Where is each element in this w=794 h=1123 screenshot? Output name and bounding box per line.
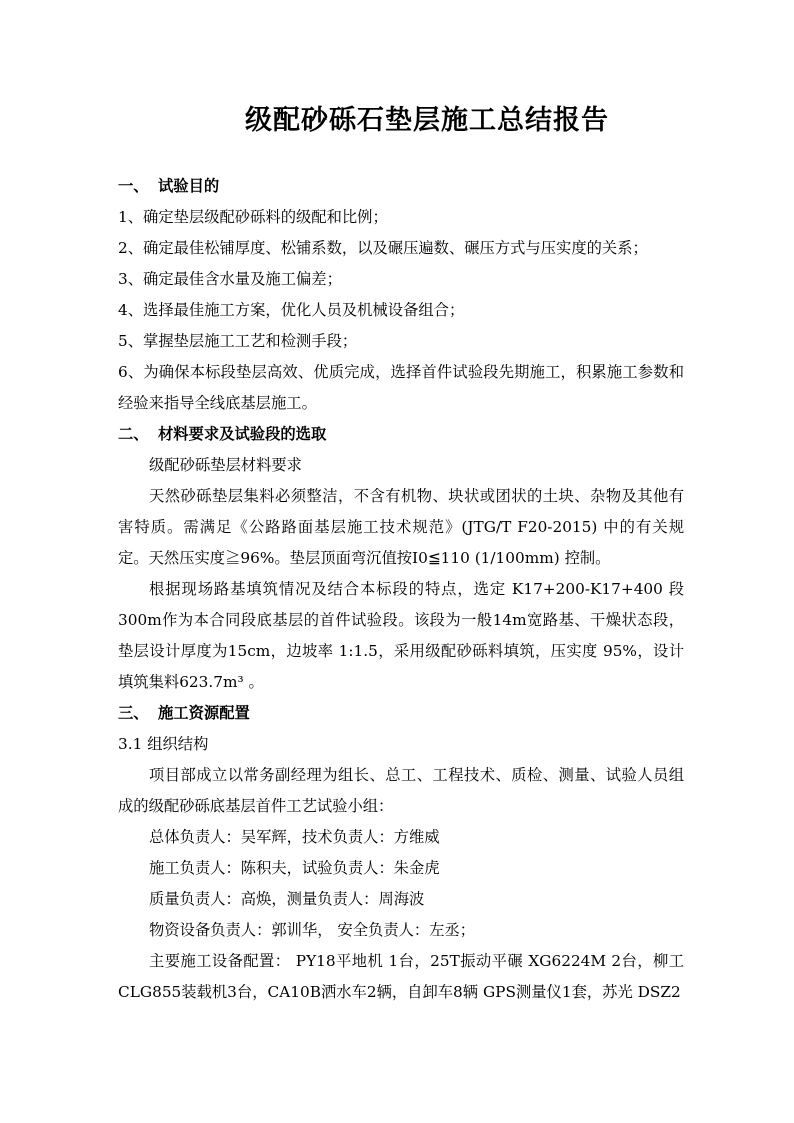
section-number: 三、: [118, 704, 149, 722]
section-title: 材料要求及试验段的选取: [158, 425, 327, 443]
section-heading-3: [118, 698, 684, 729]
paragraph: 项目部成立以常务副经理为组长、总工、工程技术、质检、测量、试验人员组成的级配砂砾底基层首件工艺试验小组：: [118, 766, 684, 815]
list-item: 4、选择最佳施工方案，优化人员及机械设备组合；: [118, 301, 465, 319]
staff-line: 总体负责人：吴军辉，技术负责人：方维威: [149, 828, 440, 846]
section-title: 施工资源配置: [158, 704, 250, 722]
section-number: 二、: [118, 425, 149, 443]
section-heading-1: [118, 171, 684, 202]
paragraph: 主要施工设备配置： PY18平地机 1台，25T振动平碾 XG6224M 2台，柳工CLG855装载机3台，CA10B洒水车2辆，自卸车8辆 GPS测量仪1套，苏光 DSZ2: [118, 952, 684, 1001]
paragraph: 根据现场路基填筑情况及结合本标段的特点，选定 K17+200-K17+400 段 300m作为本合同段底基层的首件试验段。该段为一般14m宽路基、干燥状态段，垫层设计厚度为15cm，边坡率 1:1.5，采用级配砂砾料填筑，压实度 95%，设计填筑集料623.7m³ 。: [118, 580, 684, 691]
list-item: 5、掌握垫层施工工艺和检测手段；: [118, 332, 358, 350]
staff-line: 质量负责人：高焕，测量负责人：周海波: [149, 890, 425, 908]
staff-line: 物资设备负责人：郭训华， 安全负责人：左丞；: [149, 921, 476, 939]
list-item: 3、确定最佳含水量及施工偏差；: [118, 270, 342, 288]
list-item: 2、确定最佳松铺厚度、松铺系数，以及碾压遍数、碾压方式与压实度的关系；: [118, 239, 648, 257]
subheading: 级配砂砾垫层材料要求: [149, 456, 302, 474]
staff-line: 施工负责人：陈积夫，试验负责人：朱金虎: [149, 859, 440, 877]
document-title: 级配砂砾石垫层施工总结报告: [245, 105, 609, 136]
document-body: [118, 171, 684, 1008]
subheading: 3.1 组织结构: [118, 735, 209, 753]
list-item: 6、为确保本标段垫层高效、优质完成，选择首件试验段先期施工，积累施工参数和经验来指导全线底基层施工。: [118, 363, 684, 412]
section-title: 试验目的: [158, 177, 220, 195]
section-number: 一、: [118, 177, 149, 195]
section-heading-2: [118, 419, 684, 450]
paragraph: 天然砂砾垫层集料必须整洁，不含有机物、块状或团状的土块、杂物及其他有害特质。需满足《公路路面基层施工技术规范》(JTG/T F20-2015) 中的有关规定。天然压实度≧96%。垫层顶面弯沉值按I0≦110 (1/100mm) 控制。: [118, 487, 684, 567]
list-item: 1、确定垫层级配砂砾料的级配和比例；: [118, 208, 388, 226]
